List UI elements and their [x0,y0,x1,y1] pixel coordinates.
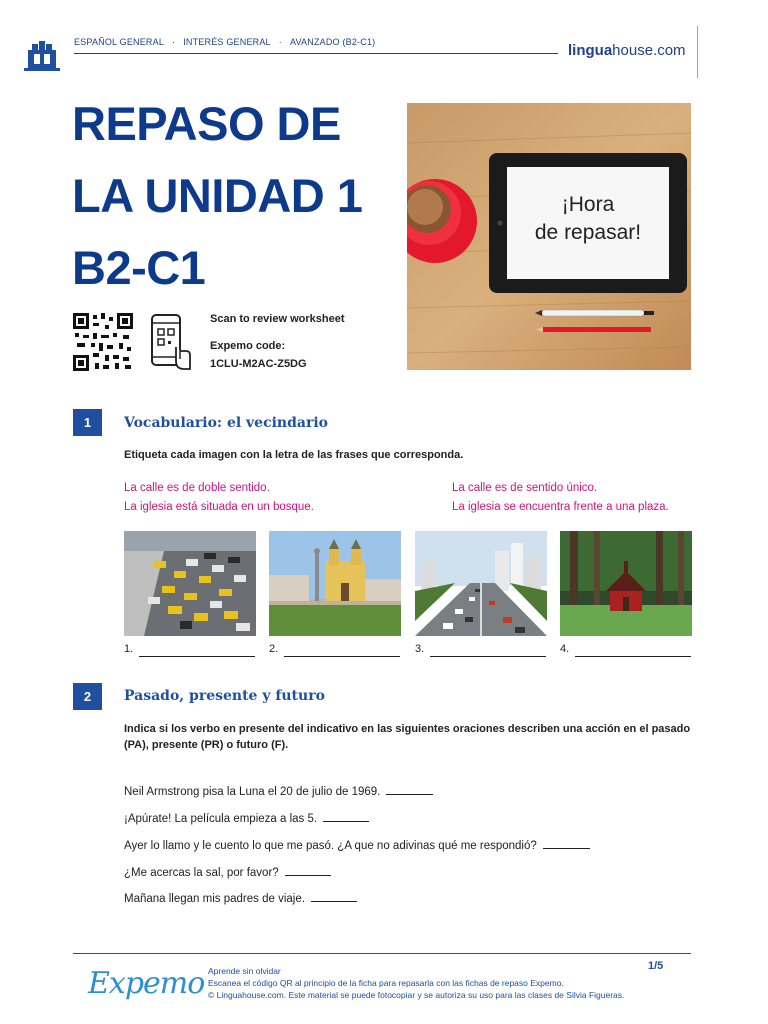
sentence-2: ¡Apúrate! La película empieza a las 5. [124,812,369,825]
section-2-number: 2 [73,683,102,710]
breadcrumb-item: ESPAÑOL GENERAL [74,37,165,47]
footer-divider [73,953,691,954]
answer-label-3: 3. [415,643,425,655]
sentence-3-blank[interactable] [543,839,590,849]
school-crest-icon [24,40,60,72]
breadcrumb-item: AVANZADO (B2-C1) [289,37,376,47]
header-vertical-divider [697,26,698,78]
sentence-1: Neil Armstrong pisa la Luna el 20 de julio de 1969. [124,785,433,798]
phrase-d: La iglesia se encuentra frente a una plaza. [452,501,669,513]
hero-photo [407,103,691,370]
tablet-screen-text: ¡Hora de repasar! [534,193,642,244]
answer-label-1: 1. [124,643,134,655]
answer-blank-1[interactable] [139,656,255,657]
section-1-title: Vocabulario: el vecindario [124,415,328,431]
footer-description: Escanea el código QR al principio de la ficha para repasarla con las fichas de repaso Expemo. [208,978,564,988]
scan-label: Scan to review worksheet [210,313,345,325]
page-title-line-1: REPASO DE [72,97,341,150]
phone-scan-icon [150,313,192,371]
footer-copyright: © Linguahouse.com. Este material se puede fotocopiar y se autoriza su uso para las clases de Silvia Figueras. [208,990,625,1000]
church-forest-image [560,531,692,636]
breadcrumb: ESPAÑOL GENERAL · INTERÉS GENERAL · AVANZADO (B2-C1) [74,37,376,47]
footer-tagline: Aprende sin olvidar [208,966,281,976]
sentence-5: Mañana llegan mis padres de viaje. [124,892,357,905]
expemo-code-value: 1CLU-M2AC-Z5DG [210,358,307,370]
page-title-line-2: LA UNIDAD 1 [72,169,363,222]
section-2-instruction: Indica si los verbo en presente del indicativo en las siguientes oraciones describen una acción en el pasado (PA), presente (PR) o futuro (F). [124,723,691,751]
answer-blank-4[interactable] [575,656,691,657]
sentence-4-blank[interactable] [285,866,331,876]
traffic-jam-image [124,531,256,636]
expemo-code-label: Expemo code: [210,340,286,352]
sentence-5-blank[interactable] [311,892,357,902]
sentence-3: Ayer lo llamo y le cuento lo que me pasó. ¿A que no adivinas qué me respondió? [124,839,590,852]
section-1-number: 1 [73,409,102,436]
answer-label-4: 4. [560,643,570,655]
answer-blank-2[interactable] [284,656,400,657]
sentence-2-blank[interactable] [323,812,369,822]
page-title-line-3: B2-C1 [72,241,206,294]
church-plaza-image [269,531,401,636]
brand-logo: linguahouse.com [568,42,686,59]
answer-blank-3[interactable] [430,656,546,657]
qr-code-icon [73,313,133,371]
sentence-4: ¿Me acercas la sal, por favor? [124,866,331,879]
phrase-c: La calle es de sentido único. [452,482,598,494]
phrase-a: La calle es de doble sentido. [124,482,270,494]
answer-label-2: 2. [269,643,279,655]
expemo-logo: Expemo [88,966,205,1001]
page-number: 1/5 [648,960,664,972]
sentence-1-blank[interactable] [386,785,433,795]
breadcrumb-item: INTERÉS GENERAL [183,37,271,47]
section-1-instruction: Etiqueta cada imagen con la letra de las frases que corresponda. [124,449,464,461]
phrase-b: La iglesia está situada en un bosque. [124,501,314,513]
header-divider [74,53,558,54]
highway-image [415,531,547,636]
section-2-title: Pasado, presente y futuro [124,688,325,704]
